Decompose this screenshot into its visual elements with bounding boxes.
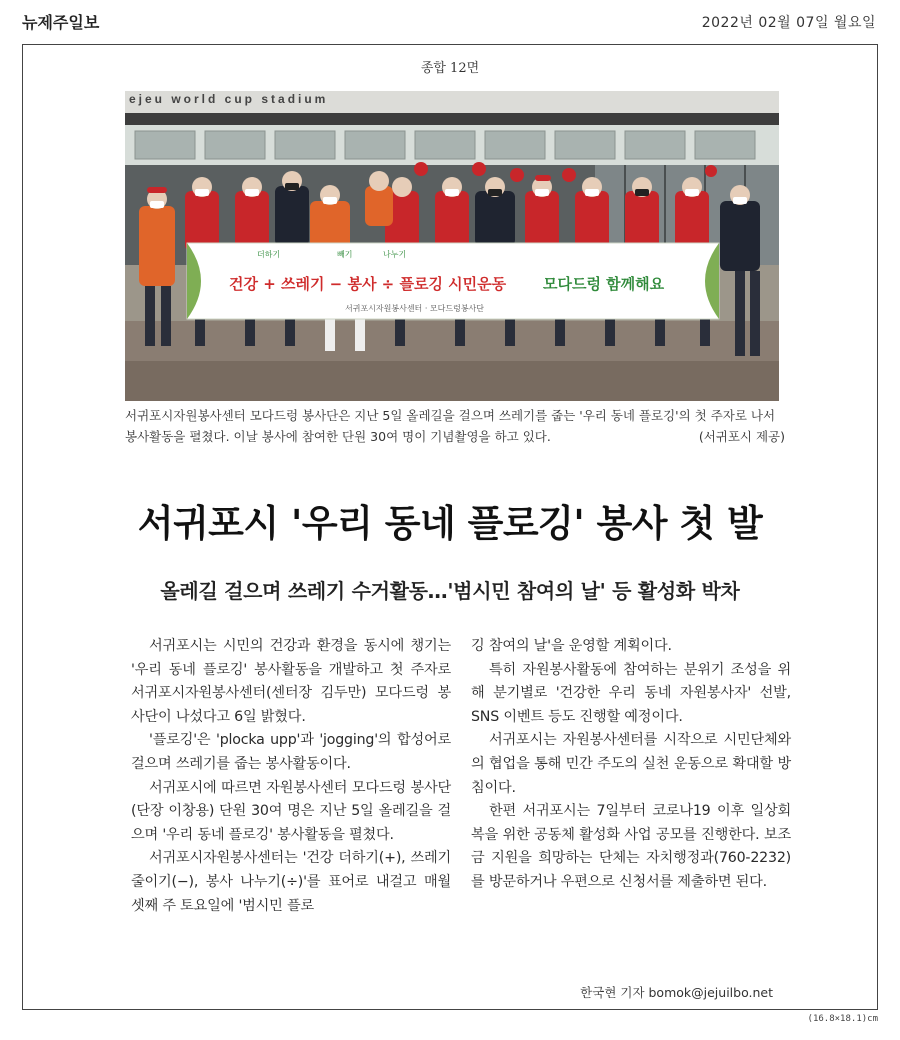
stadium-sign: ejeu world cup stadium xyxy=(129,92,329,106)
headline: 서귀포시 '우리 동네 플로깅' 봉사 첫 발 xyxy=(137,502,763,545)
banner-highlight-text: 모다드렁 함께해요 xyxy=(543,275,665,293)
article-frame xyxy=(22,44,878,1010)
body-paragraph: 한편 서귀포시는 7일부터 코로나19 이후 일상회복을 위한 공동체 활성화 사업 공모를 진행한다. 보조금 지원을 희망하는 단체는 자치행정과(760-2232)를 방문하거나 우편으로 신청서를 제출하면 된다. xyxy=(471,803,791,890)
body-paragraph: '플로깅'은 'plocka upp'과 'jogging'의 합성어로 걸으며 쓰레기를 줍는 봉사활동이다. xyxy=(131,732,451,772)
campaign-banner xyxy=(187,243,719,319)
publication-date: 2022년 02월 07일 월요일 xyxy=(701,15,876,31)
photo-credit: (서귀포시 제공) xyxy=(698,429,785,444)
banner-label-add: 더하기 xyxy=(257,250,281,259)
caption-text: 서귀포시자원봉사센터 모다드렁 봉사단은 지난 5일 올레길을 걸으며 쓰레기를 줍는 '우리 동네 플로깅'의 첫 주자로 나서 봉사활동을 펼쳤다. 이날 봉사에 참여한 단원 30여 명이 기념촬영을 하고 있다. xyxy=(125,408,776,444)
article-size-note: (16.8×18.1)cm xyxy=(807,1014,878,1024)
body-paragraph-continued: 깅 참여의 날'을 운영할 계획이다. xyxy=(471,638,672,654)
body-paragraph: 서귀포시에 따르면 자원봉사센터 모다드렁 봉사단(단장 이창용) 단원 30여 명은 지난 5일 올레길을 걸으며 '우리 동네 플로깅' 봉사활동을 펼쳤다. xyxy=(131,779,451,843)
photo-caption xyxy=(125,405,785,447)
body-column-right xyxy=(471,635,791,895)
volunteer-group-photo xyxy=(125,91,779,401)
byline: 한국현 기자 bomok@jejuilbo.net xyxy=(580,985,773,1000)
banner-label-divide: 나누기 xyxy=(383,250,407,259)
banner-label-subtract: 빼기 xyxy=(337,250,353,259)
body-paragraph: 서귀포시는 시민의 건강과 환경을 동시에 챙기는 '우리 동네 플로깅' 봉사활동을 개발하고 첫 주자로 서귀포시자원봉사센터(센터장 김두만) 모다드렁 봉사단이 나섰다고 6일 밝혔다. xyxy=(131,638,451,725)
masthead: 뉴제주일보 xyxy=(22,13,100,32)
subheadline: 올레길 걸으며 쓰레기 수거활동…'범시민 참여의 날' 등 활성화 박차 xyxy=(160,579,740,603)
body-column-left xyxy=(131,635,451,918)
banner-sub-text: 서귀포시자원봉사센터 · 모다드렁봉사단 xyxy=(345,304,485,313)
body-paragraph: 서귀포시는 자원봉사센터를 시작으로 시민단체와의 협업을 통해 민간 주도의 실천 운동으로 확대할 방침이다. xyxy=(471,732,791,796)
section-label: 종합 12면 xyxy=(420,61,480,76)
banner-main-text: 건강 + 쓰레기 − 봉사 ÷ 플로깅 시민운동 xyxy=(229,275,507,293)
body-paragraph: 서귀포시자원봉사센터는 '건강 더하기(+), 쓰레기 줄이기(−), 봉사 나누기(÷)'를 표어로 내걸고 매월 셋째 주 토요일에 '범시민 플로 xyxy=(131,850,451,914)
body-paragraph: 특히 자원봉사활동에 참여하는 분위기 조성을 위해 분기별로 '건강한 우리 동네 자원봉사자' 선발, SNS 이벤트 등도 진행할 예정이다. xyxy=(471,661,791,725)
